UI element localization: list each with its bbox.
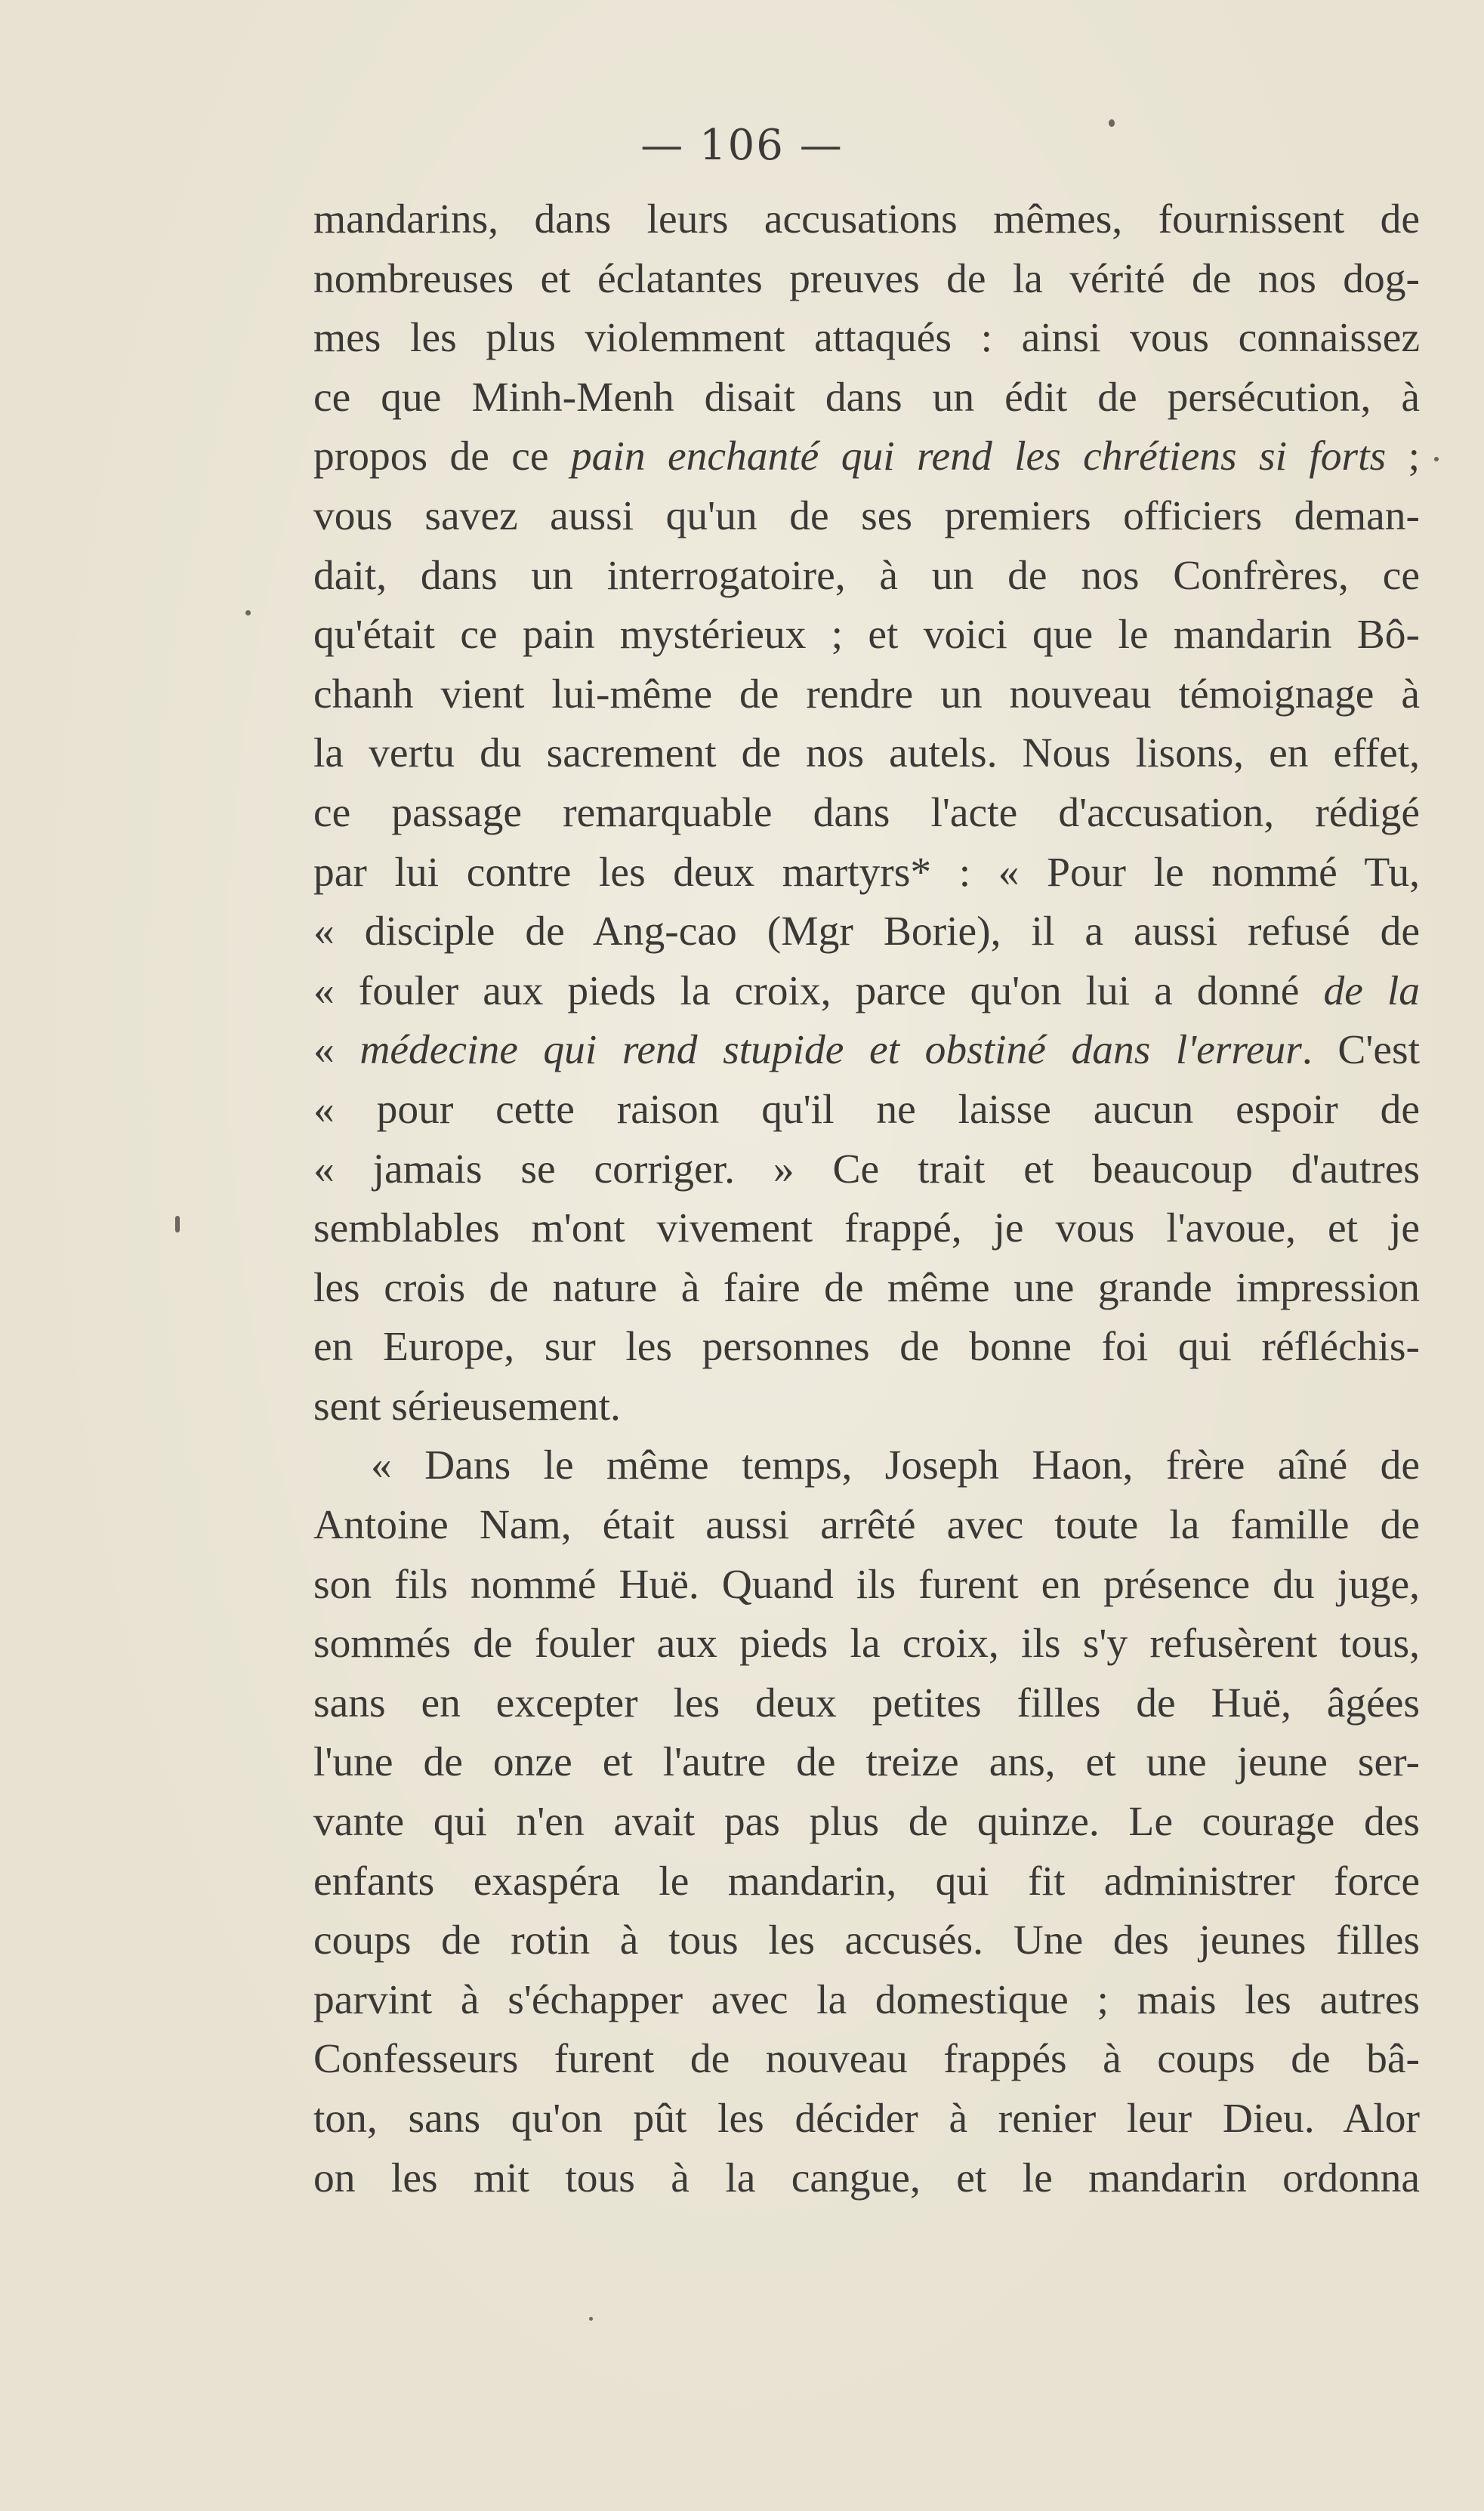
text-line: semblables m'ont vivement frappé, je vous l'avoue, et je — [313, 1205, 1420, 1252]
text-line: ce passage remarquable dans l'acte d'accusation, rédigé — [313, 789, 1420, 836]
text-line: ton, sans qu'on pût les décider à renier leur Dieu. Alor — [313, 2096, 1420, 2142]
text-line: Confesseurs furent de nouveau frappés à coups de bâ- — [313, 2036, 1420, 2083]
text-line: l'une de onze et l'autre de treize ans, et une jeune ser- — [313, 1739, 1420, 1786]
text-line: nombreuses et éclatantes preuves de la vérité de nos dog- — [313, 255, 1420, 302]
text-line: sommés de fouler aux pieds la croix, ils s'y refusèrent tous, — [313, 1621, 1420, 1667]
paper-speck — [175, 1216, 180, 1232]
text-line: ce que Minh-Menh disait dans un édit de persécution, à — [313, 374, 1420, 421]
text-line: vante qui n'en avait pas plus de quinze. Le courage des — [313, 1799, 1420, 1846]
text-line: mes les plus violemment attaqués : ainsi vous connaissez — [313, 315, 1420, 362]
text-line: les crois de nature à faire de même une grande impression — [313, 1264, 1420, 1311]
italic-phrase: médecine qui rend stupide et obstiné dans l'erreur — [359, 1027, 1302, 1074]
text-line: sans en excepter les deux petites filles de Huë, âgées — [313, 1680, 1420, 1726]
text-line: propos de ce pain enchanté qui rend les chrétiens si forts ; — [313, 433, 1420, 480]
italic-phrase: de la — [1323, 967, 1420, 1014]
text-line: chanh vient lui-même de rendre un nouveau témoignage à — [313, 671, 1420, 717]
paper-speck — [1434, 457, 1439, 461]
paper-speck — [589, 2317, 593, 2321]
text-line: Antoine Nam, était aussi arrêté avec toute la famille de — [313, 1502, 1420, 1549]
text-line: « pour cette raison qu'il ne laisse aucun espoir de — [313, 1086, 1420, 1133]
text-line: par lui contre les deux martyrs* : « Pour le nommé Tu, — [313, 849, 1420, 896]
text-line: qu'était ce pain mystérieux ; et voici que le mandarin Bô- — [313, 612, 1420, 659]
text-line: dait, dans un interrogatoire, à un de nos Confrères, ce — [313, 552, 1420, 599]
text-line: « jamais se corriger. » Ce trait et beaucoup d'autres — [313, 1146, 1420, 1192]
text-line: « fouler aux pieds la croix, parce qu'on lui a donné de la — [313, 967, 1420, 1014]
text-line: sent sérieusement. — [313, 1383, 621, 1430]
text-line: parvint à s'échapper avec la domestique ; mais les autres — [313, 1976, 1420, 2023]
page-number: — 106 — — [640, 121, 844, 170]
text-line: mandarins, dans leurs accusations mêmes, fournissent de — [313, 196, 1420, 242]
text-line: « médecine qui rend stupide et obstiné dans l'erreur. C'est — [313, 1027, 1420, 1074]
paper-speck — [245, 610, 251, 615]
text-line: son fils nommé Huë. Quand ils furent en présence du juge, — [313, 1561, 1420, 1608]
paper-speck — [1109, 119, 1115, 127]
text-line: « Dans le même temps, Joseph Haon, frère aîné de — [371, 1442, 1420, 1489]
text-line: enfants exaspéra le mandarin, qui fit administrer force — [313, 1858, 1420, 1905]
text-line: coups de rotin à tous les accusés. Une des jeunes filles — [313, 1917, 1420, 1964]
text-line: on les mit tous à la cangue, et le mandarin ordonna — [313, 2155, 1420, 2201]
italic-phrase: pain enchanté qui rend les chrétiens si forts — [570, 433, 1387, 480]
body-text — [313, 190, 1420, 2208]
text-line: vous savez aussi qu'un de ses premiers officiers deman- — [313, 492, 1420, 539]
text-line: « disciple de Ang-cao (Mgr Borie), il a aussi refusé de — [313, 908, 1420, 955]
text-line: la vertu du sacrement de nos autels. Nous lisons, en effet, — [313, 730, 1420, 777]
text-line: en Europe, sur les personnes de bonne foi qui réfléchis- — [313, 1324, 1420, 1371]
